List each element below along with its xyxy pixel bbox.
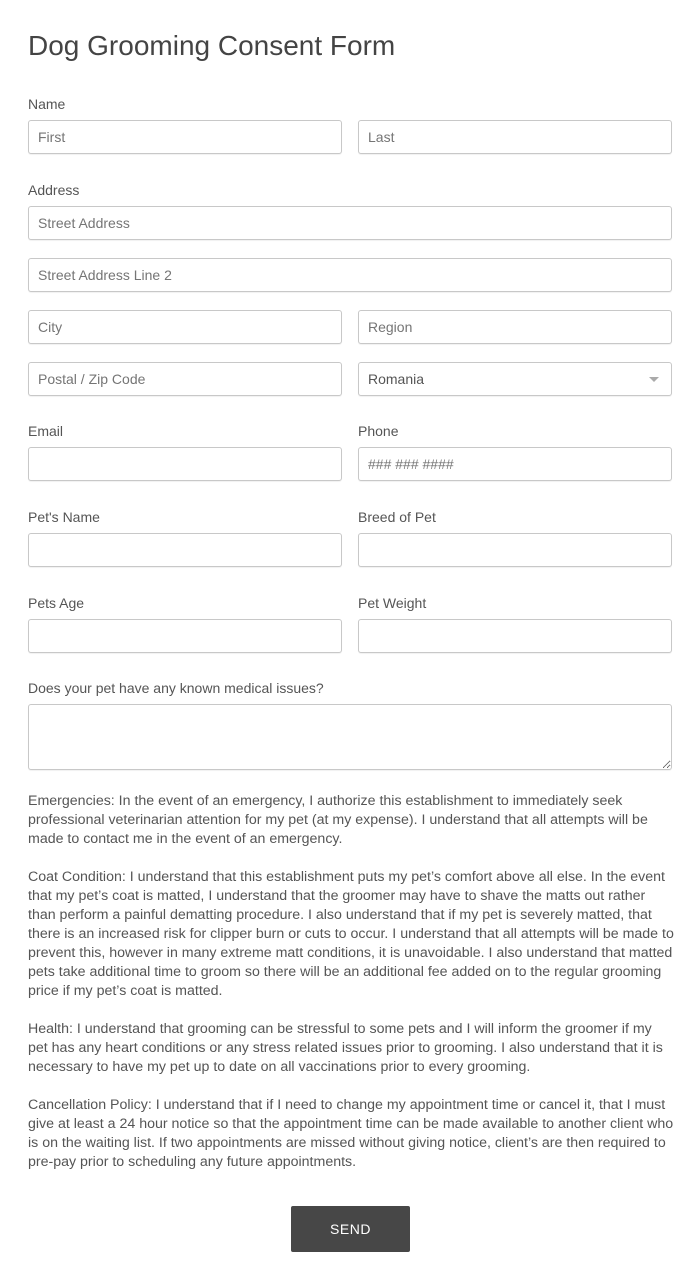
email-label: Email [28, 423, 64, 439]
country-select[interactable] [358, 362, 672, 396]
city-input[interactable] [28, 310, 342, 344]
postal-code-input[interactable] [28, 362, 342, 396]
send-button[interactable]: SEND [291, 1206, 410, 1252]
emergencies-paragraph: Emergencies: In the event of an emergency, I authorize this establishment to immediately seek professional veterinarian attention for my pet (at my expense). I understand that all attempts will be made to contact me in the event of an emergency. [28, 793, 648, 847]
phone-input[interactable] [358, 447, 672, 481]
chevron-down-icon [649, 377, 659, 382]
last-name-input[interactable] [358, 120, 672, 154]
health-paragraph: Health: I understand that grooming can be stressful to some pets and I will inform the groomer if my pet has any heart conditions or any stress related issues prior to grooming. I also understand that it is necessary to have my pet up to date on all vaccinations prior to every grooming. [28, 1021, 663, 1075]
pet-age-input[interactable] [28, 619, 342, 653]
name-label: Name [28, 96, 66, 112]
phone-label: Phone [358, 423, 399, 439]
page-title: Dog Grooming Consent Form [28, 30, 396, 61]
pet-weight-label: Pet Weight [358, 595, 427, 611]
pet-name-label: Pet's Name [28, 509, 100, 525]
breed-input[interactable] [358, 533, 672, 567]
pet-weight-input[interactable] [358, 619, 672, 653]
medical-issues-textarea[interactable] [28, 704, 672, 770]
medical-issues-label: Does your pet have any known medical issues? [28, 680, 324, 696]
street-address-line2-input[interactable] [28, 258, 672, 292]
first-name-input[interactable] [28, 120, 342, 154]
address-label: Address [28, 182, 80, 198]
cancellation-paragraph: Cancellation Policy: I understand that if I need to change my appointment time or cancel it, that I must give at least a 24 hour notice so that the appointment time can be made available to another client who is on the waiting list. If two appointments are missed without giving notice, client’s are then required to pre-pay prior to scheduling any future appointments. [28, 1097, 674, 1170]
pet-age-label: Pets Age [28, 595, 85, 611]
pet-name-input[interactable] [28, 533, 342, 567]
breed-label: Breed of Pet [358, 509, 436, 525]
consent-text [28, 792, 674, 1191]
coat-condition-paragraph: Coat Condition: I understand that this establishment puts my pet’s comfort above all else. In the event that my pet’s coat is matted, I understand that the groomer may have to shave the matts out rather than perform a painful dematting procedure. I also understand that if my pet is severely matted, that there is an increased risk for clipper burn or cuts to occur. I understand that all attempts will be made to prevent this, however in many extreme matt conditions, it is unavoidable. I also understand that matted pets take additional time to groom so there will be an additional fee added on to the regular grooming price if my pet’s coat is matted. [28, 869, 674, 999]
region-input[interactable] [358, 310, 672, 344]
email-input[interactable] [28, 447, 342, 481]
street-address-input[interactable] [28, 206, 672, 240]
country-value: Romania [368, 371, 425, 387]
